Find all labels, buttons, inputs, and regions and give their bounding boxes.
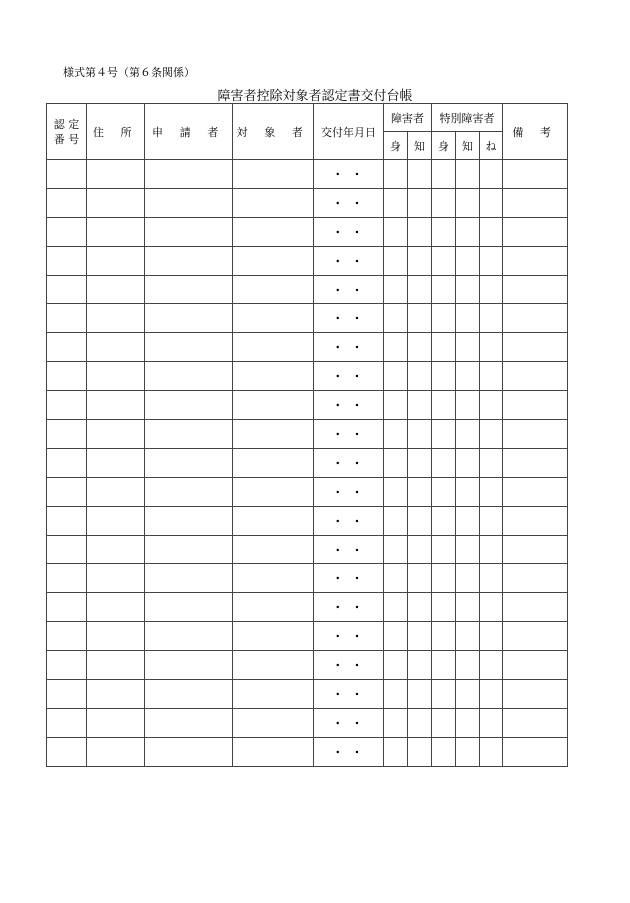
date-placeholder: ・ ・ [332,485,365,499]
date-placeholder: ・ ・ [332,456,365,470]
cert-number-cell [47,217,87,246]
issue-date-cell [314,246,384,275]
cert-number-cell [47,622,87,651]
table-row [47,448,568,477]
subject-cell [233,535,314,564]
disabled-intellectual-cell [408,217,432,246]
disabled-physical-cell [384,680,408,709]
disabled-physical-cell [384,535,408,564]
header-cert-number: 認 定 番 号 [47,104,87,160]
subject-cell [233,420,314,449]
disabled-intellectual-cell [408,477,432,506]
table-row [47,391,568,420]
issue-date-cell [314,333,384,362]
date-placeholder: ・ ・ [332,601,365,615]
remarks-cell [503,217,568,246]
special-bedridden-cell [480,362,503,391]
header-special-disabled: 特別障害者 [432,104,503,132]
disabled-intellectual-cell [408,188,432,217]
date-placeholder: ・ ・ [332,399,365,413]
subject-cell [233,593,314,622]
remarks-cell [503,448,568,477]
ledger-body [47,160,568,767]
applicant-cell [145,622,233,651]
remarks-cell [503,535,568,564]
special-intellectual-cell [456,564,480,593]
cert-number-cell [47,275,87,304]
disabled-physical-cell [384,506,408,535]
date-placeholder: ・ ・ [332,283,365,297]
special-intellectual-cell [456,217,480,246]
table-row [47,333,568,362]
issue-date-cell [314,651,384,680]
special-intellectual-cell [456,188,480,217]
date-placeholder: ・ ・ [332,254,365,268]
address-cell [87,680,145,709]
table-row [47,217,568,246]
applicant-cell [145,362,233,391]
special-intellectual-cell [456,333,480,362]
disabled-intellectual-cell [408,737,432,766]
applicant-cell [145,217,233,246]
applicant-cell [145,737,233,766]
special-physical-cell [432,593,456,622]
disabled-intellectual-cell [408,391,432,420]
special-physical-cell [432,737,456,766]
table-row [47,160,568,189]
address-cell [87,651,145,680]
table-row [47,737,568,766]
date-placeholder: ・ ・ [332,427,365,441]
subject-cell [233,188,314,217]
subject-cell [233,564,314,593]
address-cell [87,304,145,333]
subject-cell [233,160,314,189]
form-number: 様式第４号（第６条関係） [63,66,195,79]
disabled-intellectual-cell [408,680,432,709]
table-row [47,564,568,593]
applicant-cell [145,246,233,275]
applicant-cell [145,275,233,304]
address-cell [87,593,145,622]
remarks-cell [503,420,568,449]
cert-number-cell [47,188,87,217]
special-intellectual-cell [456,593,480,622]
special-intellectual-cell [456,362,480,391]
special-intellectual-cell [456,160,480,189]
disabled-intellectual-cell [408,304,432,333]
address-cell [87,217,145,246]
disabled-physical-cell [384,593,408,622]
issue-date-cell [314,160,384,189]
address-cell [87,420,145,449]
special-bedridden-cell [480,535,503,564]
disabled-physical-cell [384,246,408,275]
cert-number-cell [47,651,87,680]
applicant-cell [145,304,233,333]
special-physical-cell [432,420,456,449]
disabled-physical-cell [384,362,408,391]
address-cell [87,708,145,737]
disabled-intellectual-cell [408,651,432,680]
remarks-cell [503,622,568,651]
disabled-intellectual-cell [408,362,432,391]
table-row [47,188,568,217]
issue-date-cell [314,680,384,709]
address-cell [87,737,145,766]
table-row [47,477,568,506]
subject-cell [233,362,314,391]
disabled-intellectual-cell [408,564,432,593]
special-intellectual-cell [456,246,480,275]
subheader-physical: 身 [384,132,408,160]
subject-cell [233,391,314,420]
remarks-cell [503,246,568,275]
applicant-cell [145,448,233,477]
applicant-cell [145,593,233,622]
table-row [47,275,568,304]
cert-number-cell [47,160,87,189]
special-bedridden-cell [480,333,503,362]
special-intellectual-cell [456,304,480,333]
cert-number-cell [47,477,87,506]
subject-cell [233,333,314,362]
remarks-cell [503,737,568,766]
cert-number-cell [47,420,87,449]
header-address: 住 所 [87,104,145,160]
cert-number-cell [47,362,87,391]
table-row [47,246,568,275]
address-cell [87,391,145,420]
special-bedridden-cell [480,420,503,449]
special-bedridden-cell [480,188,503,217]
special-physical-cell [432,160,456,189]
special-bedridden-cell [480,217,503,246]
disabled-intellectual-cell [408,246,432,275]
disabled-physical-cell [384,564,408,593]
cert-number-cell [47,593,87,622]
remarks-cell [503,188,568,217]
special-intellectual-cell [456,651,480,680]
disabled-physical-cell [384,160,408,189]
disabled-intellectual-cell [408,448,432,477]
address-cell [87,160,145,189]
cert-number-cell [47,246,87,275]
applicant-cell [145,506,233,535]
issue-date-cell [314,708,384,737]
issue-date-cell [314,362,384,391]
applicant-cell [145,680,233,709]
date-placeholder: ・ ・ [332,341,365,355]
special-bedridden-cell [480,391,503,420]
disabled-intellectual-cell [408,333,432,362]
issue-date-cell [314,535,384,564]
issue-date-cell [314,564,384,593]
address-cell [87,448,145,477]
special-physical-cell [432,188,456,217]
special-physical-cell [432,304,456,333]
header-remarks: 備 考 [503,104,568,160]
page-title: 障害者控除対象者認定書交付台帳 [217,89,413,104]
address-cell [87,275,145,304]
disabled-physical-cell [384,477,408,506]
disabled-physical-cell [384,188,408,217]
date-placeholder: ・ ・ [332,716,365,730]
cert-number-cell [47,506,87,535]
special-bedridden-cell [480,304,503,333]
applicant-cell [145,708,233,737]
special-bedridden-cell [480,246,503,275]
table-row [47,535,568,564]
applicant-cell [145,477,233,506]
table-row [47,420,568,449]
applicant-cell [145,160,233,189]
date-placeholder: ・ ・ [332,687,365,701]
issue-date-cell [314,593,384,622]
issue-date-cell [314,737,384,766]
special-bedridden-cell [480,622,503,651]
disabled-physical-cell [384,420,408,449]
remarks-cell [503,708,568,737]
special-physical-cell [432,448,456,477]
remarks-cell [503,593,568,622]
disabled-intellectual-cell [408,593,432,622]
address-cell [87,622,145,651]
special-intellectual-cell [456,275,480,304]
date-placeholder: ・ ・ [332,196,365,210]
header-applicant: 申 請 者 [145,104,233,160]
subheader-special-intellectual: 知 [456,132,480,160]
remarks-cell [503,160,568,189]
subject-cell [233,477,314,506]
cert-number-cell [47,535,87,564]
subject-cell [233,304,314,333]
issue-date-cell [314,448,384,477]
disabled-physical-cell [384,708,408,737]
applicant-cell [145,188,233,217]
remarks-cell [503,391,568,420]
address-cell [87,333,145,362]
disabled-physical-cell [384,622,408,651]
header-subject: 対 象 者 [233,104,314,160]
subject-cell [233,246,314,275]
remarks-cell [503,333,568,362]
applicant-cell [145,420,233,449]
date-placeholder: ・ ・ [332,312,365,326]
special-bedridden-cell [480,477,503,506]
disabled-intellectual-cell [408,535,432,564]
header-disabled: 障害者 [384,104,432,132]
special-bedridden-cell [480,448,503,477]
address-cell [87,535,145,564]
cert-number-cell [47,737,87,766]
table-row [47,651,568,680]
special-bedridden-cell [480,708,503,737]
remarks-cell [503,304,568,333]
cert-number-cell [47,564,87,593]
special-intellectual-cell [456,708,480,737]
disabled-physical-cell [384,333,408,362]
special-physical-cell [432,564,456,593]
address-cell [87,477,145,506]
remarks-cell [503,362,568,391]
special-physical-cell [432,217,456,246]
special-bedridden-cell [480,160,503,189]
cert-number-cell [47,391,87,420]
special-bedridden-cell [480,680,503,709]
special-intellectual-cell [456,622,480,651]
subject-cell [233,737,314,766]
date-placeholder: ・ ・ [332,630,365,644]
subheader-special-physical: 身 [432,132,456,160]
subject-cell [233,448,314,477]
special-physical-cell [432,275,456,304]
table-row [47,593,568,622]
disabled-intellectual-cell [408,160,432,189]
special-bedridden-cell [480,564,503,593]
address-cell [87,362,145,391]
issue-date-cell [314,622,384,651]
issue-date-cell [314,275,384,304]
special-physical-cell [432,391,456,420]
disabled-physical-cell [384,304,408,333]
cert-number-cell [47,708,87,737]
date-placeholder: ・ ・ [332,167,365,181]
remarks-cell [503,651,568,680]
special-physical-cell [432,680,456,709]
special-bedridden-cell [480,275,503,304]
applicant-cell [145,651,233,680]
disabled-physical-cell [384,217,408,246]
special-physical-cell [432,535,456,564]
cert-number-cell [47,333,87,362]
special-intellectual-cell [456,391,480,420]
subject-cell [233,217,314,246]
issue-date-cell [314,391,384,420]
special-physical-cell [432,362,456,391]
subheader-intellectual: 知 [408,132,432,160]
special-intellectual-cell [456,535,480,564]
disabled-intellectual-cell [408,708,432,737]
applicant-cell [145,535,233,564]
disabled-physical-cell [384,737,408,766]
disabled-intellectual-cell [408,420,432,449]
special-physical-cell [432,708,456,737]
ledger-table [46,103,568,767]
subject-cell [233,275,314,304]
cert-number-cell [47,680,87,709]
special-bedridden-cell [480,651,503,680]
special-intellectual-cell [456,420,480,449]
special-intellectual-cell [456,477,480,506]
disabled-physical-cell [384,391,408,420]
disabled-physical-cell [384,448,408,477]
subject-cell [233,506,314,535]
disabled-intellectual-cell [408,506,432,535]
date-placeholder: ・ ・ [332,514,365,528]
issue-date-cell [314,188,384,217]
issue-date-cell [314,477,384,506]
table-row [47,708,568,737]
special-intellectual-cell [456,448,480,477]
special-bedridden-cell [480,737,503,766]
applicant-cell [145,333,233,362]
remarks-cell [503,275,568,304]
disabled-physical-cell [384,275,408,304]
table-row [47,506,568,535]
special-bedridden-cell [480,593,503,622]
applicant-cell [145,391,233,420]
remarks-cell [503,506,568,535]
date-placeholder: ・ ・ [332,370,365,384]
address-cell [87,506,145,535]
address-cell [87,246,145,275]
special-physical-cell [432,506,456,535]
special-physical-cell [432,477,456,506]
special-intellectual-cell [456,737,480,766]
special-physical-cell [432,246,456,275]
disabled-physical-cell [384,651,408,680]
special-physical-cell [432,333,456,362]
remarks-cell [503,477,568,506]
applicant-cell [145,564,233,593]
special-intellectual-cell [456,506,480,535]
date-placeholder: ・ ・ [332,659,365,673]
subject-cell [233,680,314,709]
address-cell [87,188,145,217]
subject-cell [233,651,314,680]
table-row [47,304,568,333]
date-placeholder: ・ ・ [332,543,365,557]
special-physical-cell [432,622,456,651]
special-physical-cell [432,651,456,680]
remarks-cell [503,680,568,709]
date-placeholder: ・ ・ [332,225,365,239]
table-row [47,680,568,709]
cert-number-cell [47,448,87,477]
issue-date-cell [314,420,384,449]
table-row [47,622,568,651]
special-bedridden-cell [480,506,503,535]
address-cell [87,564,145,593]
cert-number-cell [47,304,87,333]
issue-date-cell [314,506,384,535]
subject-cell [233,708,314,737]
issue-date-cell [314,304,384,333]
remarks-cell [503,564,568,593]
table-row [47,362,568,391]
special-intellectual-cell [456,680,480,709]
subheader-special-bedridden: ね [480,132,503,160]
header-issue-date: 交付年月日 [314,104,384,160]
disabled-intellectual-cell [408,275,432,304]
date-placeholder: ・ ・ [332,745,365,759]
issue-date-cell [314,217,384,246]
date-placeholder: ・ ・ [332,572,365,586]
disabled-intellectual-cell [408,622,432,651]
subject-cell [233,622,314,651]
